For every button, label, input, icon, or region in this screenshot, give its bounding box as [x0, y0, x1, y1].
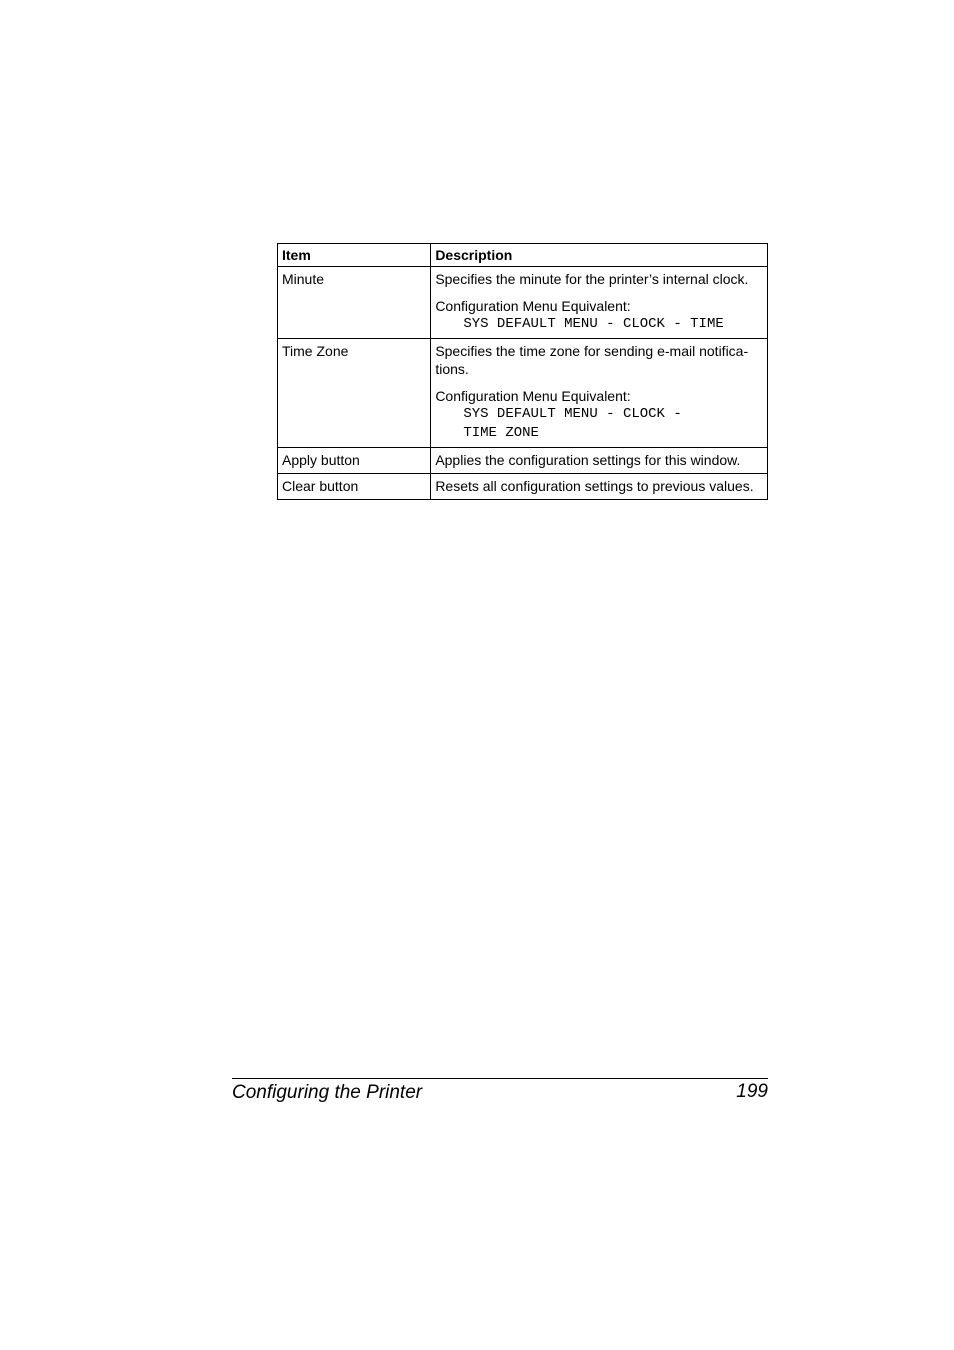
- menu-path-line2: TIME ZONE: [463, 425, 539, 441]
- row-description-clear-button: Resets all configuration settings to previous values.: [431, 474, 768, 500]
- row-item-clear-button: Clear button: [278, 474, 431, 500]
- menu-equivalent-label: Configuration Menu Equivalent:: [435, 298, 631, 314]
- description-text-line1: Specifies the time zone for sending e-mail notifica-: [435, 343, 749, 359]
- row-description-time-zone: [431, 339, 768, 448]
- header-description: Description: [431, 244, 768, 267]
- table-row: [278, 474, 768, 500]
- row-description-apply-button: Applies the configuration settings for this window.: [431, 448, 768, 474]
- row-item-time-zone: Time Zone: [278, 339, 431, 448]
- header-item: Item: [278, 244, 431, 267]
- footer-title: Configuring the Printer: [232, 1082, 423, 1103]
- table-row: [278, 448, 768, 474]
- row-item-minute: Minute: [278, 267, 431, 339]
- description-text: Specifies the minute for the printer’s internal clock.: [435, 271, 749, 287]
- settings-table: [277, 243, 768, 500]
- menu-equivalent-label: Configuration Menu Equivalent:: [435, 388, 631, 404]
- table-row: [278, 339, 768, 448]
- table-row: [278, 267, 768, 339]
- row-item-apply-button: Apply button: [278, 448, 431, 474]
- row-description-minute: [431, 267, 768, 339]
- page-number: 199: [736, 1081, 768, 1102]
- footer-divider: [232, 1078, 768, 1079]
- description-text-line2: tions.: [435, 361, 469, 377]
- menu-path: SYS DEFAULT MENU - CLOCK - TIME: [463, 316, 724, 332]
- menu-path-line1: SYS DEFAULT MENU - CLOCK -: [463, 406, 682, 422]
- table-header-row: [278, 244, 768, 267]
